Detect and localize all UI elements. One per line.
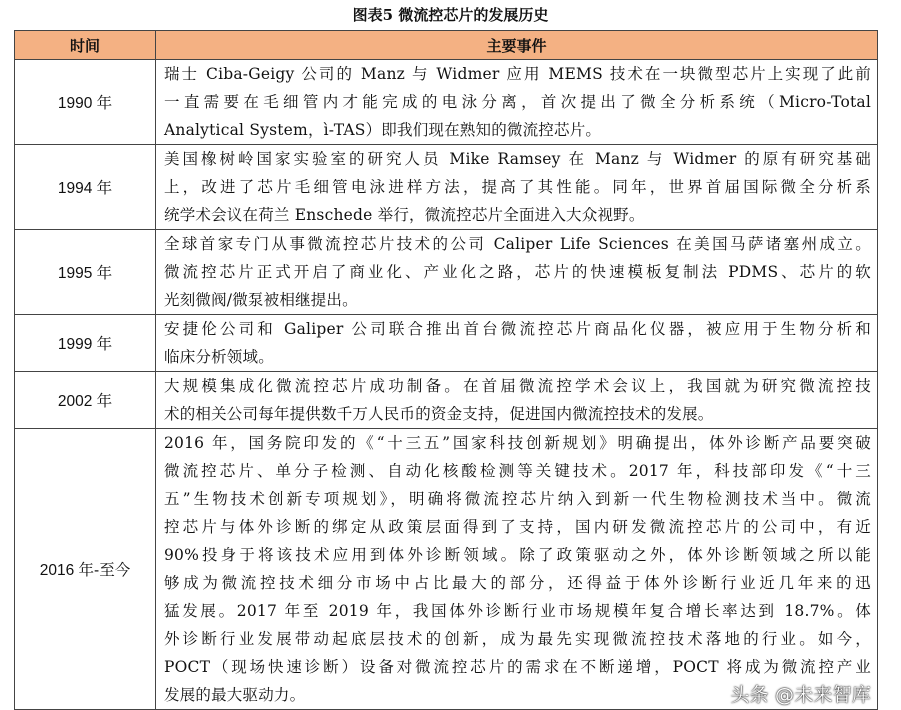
event-line <box>164 201 871 229</box>
header-event: 主要事件 <box>156 31 878 60</box>
event-text-line: 光刻微阀/微泵被相继提出。 <box>164 291 358 309</box>
event-cell <box>156 60 878 145</box>
event-text-line: 够成为微流控技术细分市场中占比最大的部分，还得益于体外诊断行业近几年来的迅 <box>164 574 871 592</box>
watermark: 头条 @未来智库 <box>730 684 871 706</box>
table-row <box>15 315 878 372</box>
event-line <box>164 400 871 428</box>
event-line <box>164 681 871 709</box>
event-text-line: 统学术会议在荷兰 Enschede 举行，微流控芯片全面进入大众视野。 <box>164 206 645 224</box>
event-text-line: 90%投身于将该技术应用到体外诊断领域。除了政策驱动之外，体外诊断领域之所以能 <box>164 546 871 564</box>
event-text-line: 外诊断行业发展带动起底层技术的创新，成为最先实现微流控技术落地的行业。如今， <box>164 630 871 648</box>
event-text-line: 临床分析领域。 <box>164 348 274 366</box>
year-cell: 2016 年-至今 <box>15 429 156 710</box>
event-line <box>164 286 871 314</box>
event-line <box>164 343 871 371</box>
event-line <box>164 116 871 144</box>
table-header-row <box>15 31 878 60</box>
event-cell <box>156 145 878 230</box>
event-text-line: Analytical System，ì-TAS）即我们现在熟知的微流控芯片。 <box>164 121 602 139</box>
event-text-line: 猛发展。2017 年至 2019 年，我国体外诊断行业市场规模年复合增长率达到 18.7%。体 <box>164 602 871 620</box>
table-row <box>15 230 878 315</box>
year-cell: 1995 年 <box>15 230 156 315</box>
event-cell <box>156 315 878 372</box>
year-cell: 1999 年 <box>15 315 156 372</box>
event-text-line: 微流控芯片正式开启了商业化、产业化之路，芯片的快速模板复制法 PDMS、芯片的软 <box>164 263 871 281</box>
table-row <box>15 60 878 145</box>
event-cell <box>156 429 878 710</box>
year-cell: 1994 年 <box>15 145 156 230</box>
event-text-line: 一直需要在毛细管内才能完成的电泳分离，首次提出了微全分析系统（Micro-Total <box>164 93 871 111</box>
event-cell <box>156 230 878 315</box>
event-text-line: 控芯片与体外诊断的绑定从政策层面得到了支持，国内研发微流控芯片的公司中，有近 <box>164 518 871 536</box>
event-text-line: 术的相关公司每年提供数千万人民币的资金支持，促进国内微流控技术的发展。 <box>164 405 714 423</box>
event-text-line: 2016 年，国务院印发的《“十三五”国家科技创新规划》明确提出，体外诊断产品要突破 <box>164 434 871 452</box>
event-text-line: 全球首家专门从事微流控芯片技术的公司 Caliper Life Sciences 在美国马萨诸塞州成立。 <box>164 235 871 253</box>
history-table <box>14 30 878 710</box>
table-row <box>15 429 878 710</box>
header-time: 时间 <box>15 31 156 60</box>
event-text-line: POCT（现场快速诊断）设备对微流控芯片的需求在不断递增，POCT 将成为微流控产业 <box>164 658 871 676</box>
event-text-line: 五”生物技术创新专项规划》，明确将微流控芯片纳入到新一代生物检测技术当中。微流 <box>164 490 871 508</box>
year-cell: 1990 年 <box>15 60 156 145</box>
table-row <box>15 372 878 429</box>
event-text-line: 美国橡树岭国家实验室的研究人员 Mike Ramsey 在 Manz 与 Widmer 的原有研究基础 <box>164 150 871 168</box>
table-row <box>15 145 878 230</box>
event-text-line: 微流控芯片、单分子检测、自动化核酸检测等关键技术。2017 年，科技部印发《“十三 <box>164 462 871 480</box>
event-text-line: 大规模集成化微流控芯片成功制备。在首届微流控学术会议上，我国就为研究微流控技 <box>164 377 871 395</box>
event-text-line: 上，改进了芯片毛细管电泳进样方法，提高了其性能。同年，世界首届国际微全分析系 <box>164 178 871 196</box>
event-text-line: 瑞士 Ciba-Geigy 公司的 Manz 与 Widmer 应用 MEMS 技术在一块微型芯片上实现了此前 <box>164 65 871 83</box>
event-cell <box>156 372 878 429</box>
figure-title: 图表5 微流控芯片的发展历史 <box>352 6 549 24</box>
event-text-line: 安捷伦公司和 Galiper 公司联合推出首台微流控芯片商品化仪器，被应用于生物分析和 <box>164 320 871 338</box>
event-text-line: 发展的最大驱动力。 <box>164 686 306 704</box>
year-cell: 2002 年 <box>15 372 156 429</box>
